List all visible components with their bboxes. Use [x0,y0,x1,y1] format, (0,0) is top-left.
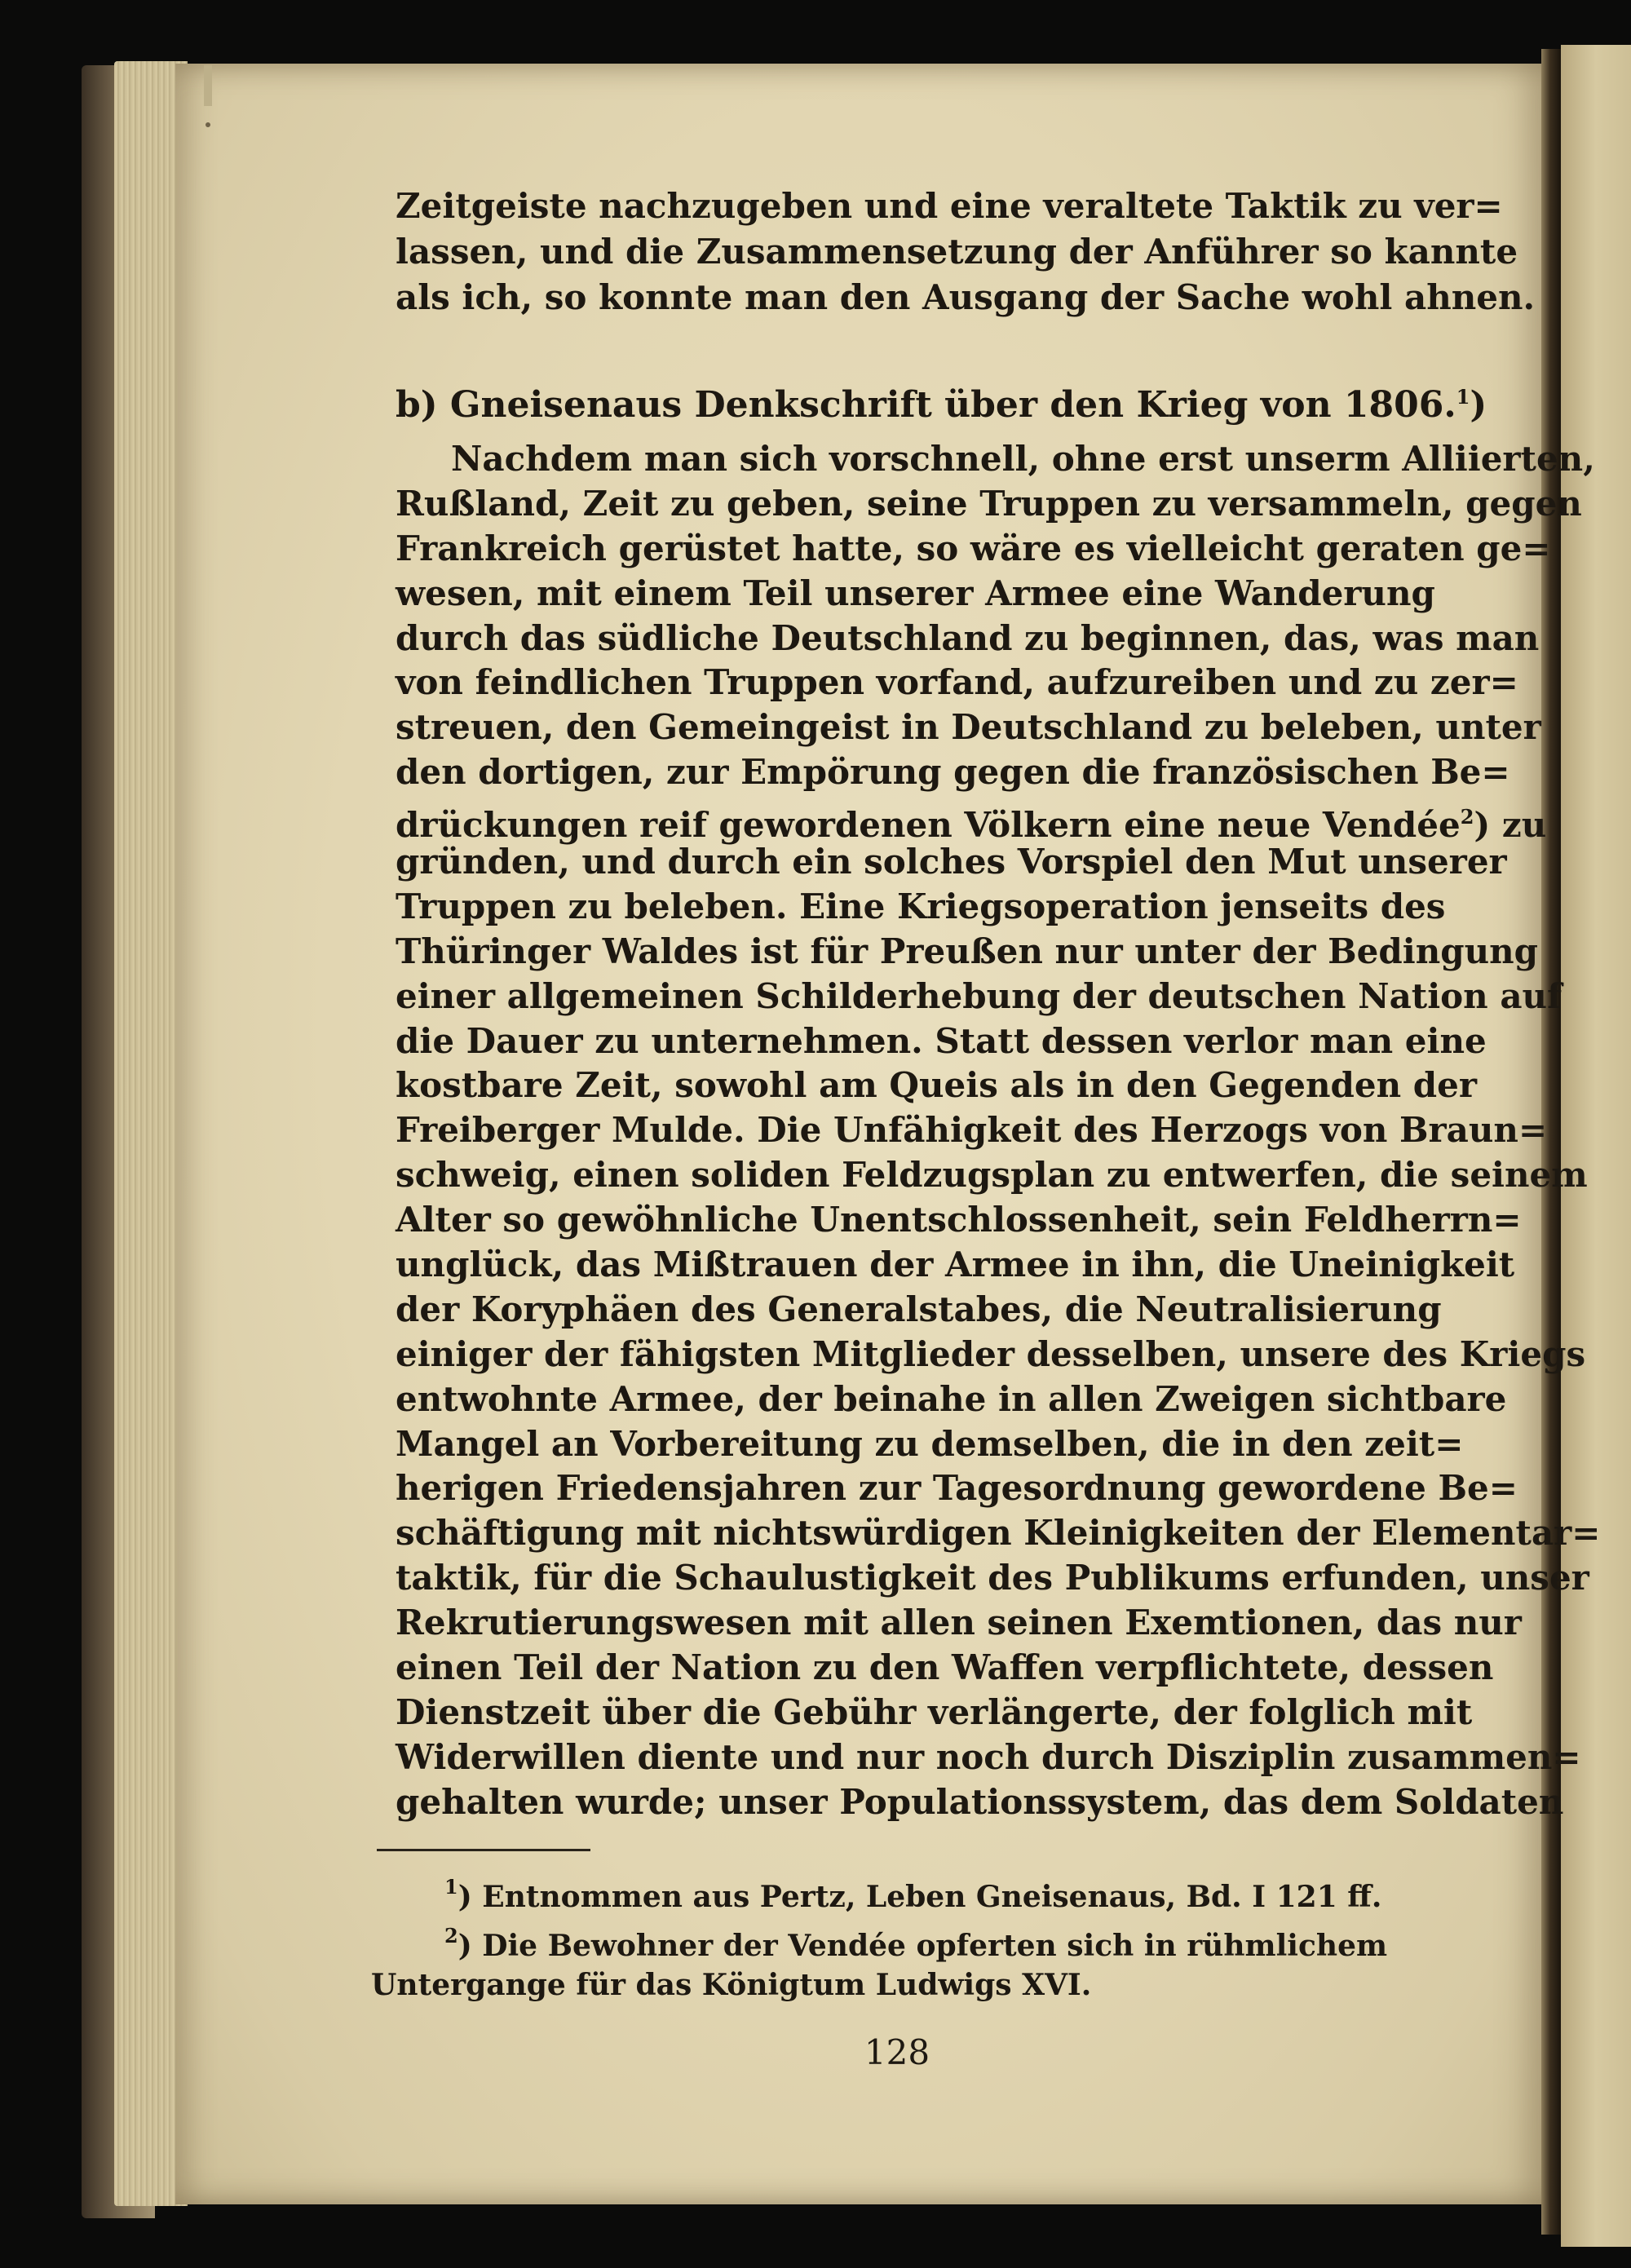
footnotes [371,1868,1387,2005]
footnote-2-continued [371,1965,1387,2005]
footnote-text: ) Entnommen aus Pertz, Leben Gneisenaus, Bd. I 121 ff. [457,1880,1382,1914]
page-number: 128 [864,2032,930,2072]
page-speck [206,122,210,127]
body-line: streuen, den Gemeingeist in Deutschland zu beleben, unter [396,707,1541,748]
body-line: Rekrutierungswesen mit allen seinen Exemtionen, das nur [396,1603,1522,1643]
body-line: Dienstzeit über die Gebühr verlängerte, der folglich mit [396,1691,1473,1732]
body-line: Truppen zu beleben. Eine Kriegsoperation jenseits des [396,886,1446,926]
body-line: einer allgemeinen Schilderhebung der deutschen Nation auf [396,975,1562,1016]
body-line-tail: ) zu [1474,805,1547,846]
body-line: die Dauer zu unternehmen. Statt dessen verlor man eine [396,1020,1487,1061]
body-line-text: drückungen reif gewordenen Völkern eine neue Vendée [396,805,1461,846]
intro-line: als ich, so konnte man den Ausgang der Sache wohl ahnen. [396,277,1536,317]
body-line [396,795,1601,846]
body-line: unglück, das Mißtrauen der Armee in ihn, die Uneinigkeit [396,1245,1515,1285]
footnote-1 [371,1868,1387,1917]
footnote-marker: 2 [444,1924,458,1947]
body-line: durch das südliche Deutschland zu beginnen, das, was man [396,617,1540,658]
heading-closing: ) [1470,384,1487,426]
body-line: Alter so gewöhnliche Unentschlossenheit, sein Feldherrn= [396,1200,1522,1240]
body-line: herigen Friedensjahren zur Tagesordnung gewordene Be= [396,1468,1518,1509]
body-line: einen Teil der Nation zu den Waffen verpflichtete, dessen [396,1647,1494,1688]
section-heading [396,375,1487,427]
footnote-separator [377,1849,590,1851]
intro-line: lassen, und die Zusammensetzung der Anführer so kannte [396,232,1518,272]
body-line: Mangel an Vorbereitung zu demselben, die in den zeit= [396,1423,1464,1464]
body-line: schweig, einen soliden Feldzugsplan zu entwerfen, die seinem [396,1155,1588,1196]
body-line: Freiberger Mulde. Die Unfähigkeit des Herzogs von Braun= [396,1110,1548,1151]
body-line: von feindlichen Truppen vorfand, aufzureiben und zu zer= [396,662,1518,703]
footnote-text: Untergange für das Königtum Ludwigs XVI. [371,1968,1092,2002]
intro-line: Zeitgeiste nachzugeben und eine veraltete Taktik zu ver= [396,186,1503,226]
body-paragraph [396,437,1601,1825]
body-line: den dortigen, zur Empörung gegen die französischen Be= [396,752,1510,793]
body-line: einiger der fähigsten Mitglieder desselben, unsere des Kriegs [396,1333,1586,1374]
body-line: der Koryphäen des Generalstabes, die Neutralisierung [396,1289,1442,1329]
body-line: Widerwillen diente und nur noch durch Disziplin zusammen= [396,1736,1581,1777]
footnote-2 [371,1917,1387,1965]
body-line: Frankreich gerüstet hatte, so wäre es vielleicht geraten ge= [396,528,1551,568]
section-heading-text: b) Gneisenaus Denkschrift über den Krieg von 1806. [396,384,1456,426]
intro-paragraph [396,184,1535,321]
body-line: Nachdem man sich vorschnell, ohne erst unserm Alliierten, [451,439,1595,479]
body-line: Rußland, Zeit zu geben, seine Truppen zu versammeln, gegen [396,483,1582,524]
page-tab-mark [204,65,212,106]
vendee-footnote-ref: 2 [1460,805,1474,829]
body-line: gründen, und durch ein solches Vorspiel den Mut unserer [396,842,1507,882]
body-line: taktik, für die Schaulustigkeit des Publikums erfunden, unser [396,1558,1589,1598]
footnote-text: ) Die Bewohner der Vendée opferten sich in rühmlichem [457,1929,1388,1963]
heading-footnote-ref: 1 [1456,385,1470,409]
body-line: kostbare Zeit, sowohl am Queis als in den Gegenden der [396,1065,1477,1106]
footnote-marker: 1 [444,1875,458,1899]
body-line: gehalten wurde; unser Populationssystem, das dem Soldaten [396,1781,1564,1822]
body-line: wesen, mit einem Teil unserer Armee eine Wanderung [396,573,1435,613]
body-line: entwohnte Armee, der beinahe in allen Zweigen sichtbare [396,1378,1507,1419]
body-line: Thüringer Waldes ist für Preußen nur unter der Bedingung [396,931,1539,971]
body-line: schäftigung mit nichtswürdigen Kleinigkeiten der Elementar= [396,1513,1601,1554]
